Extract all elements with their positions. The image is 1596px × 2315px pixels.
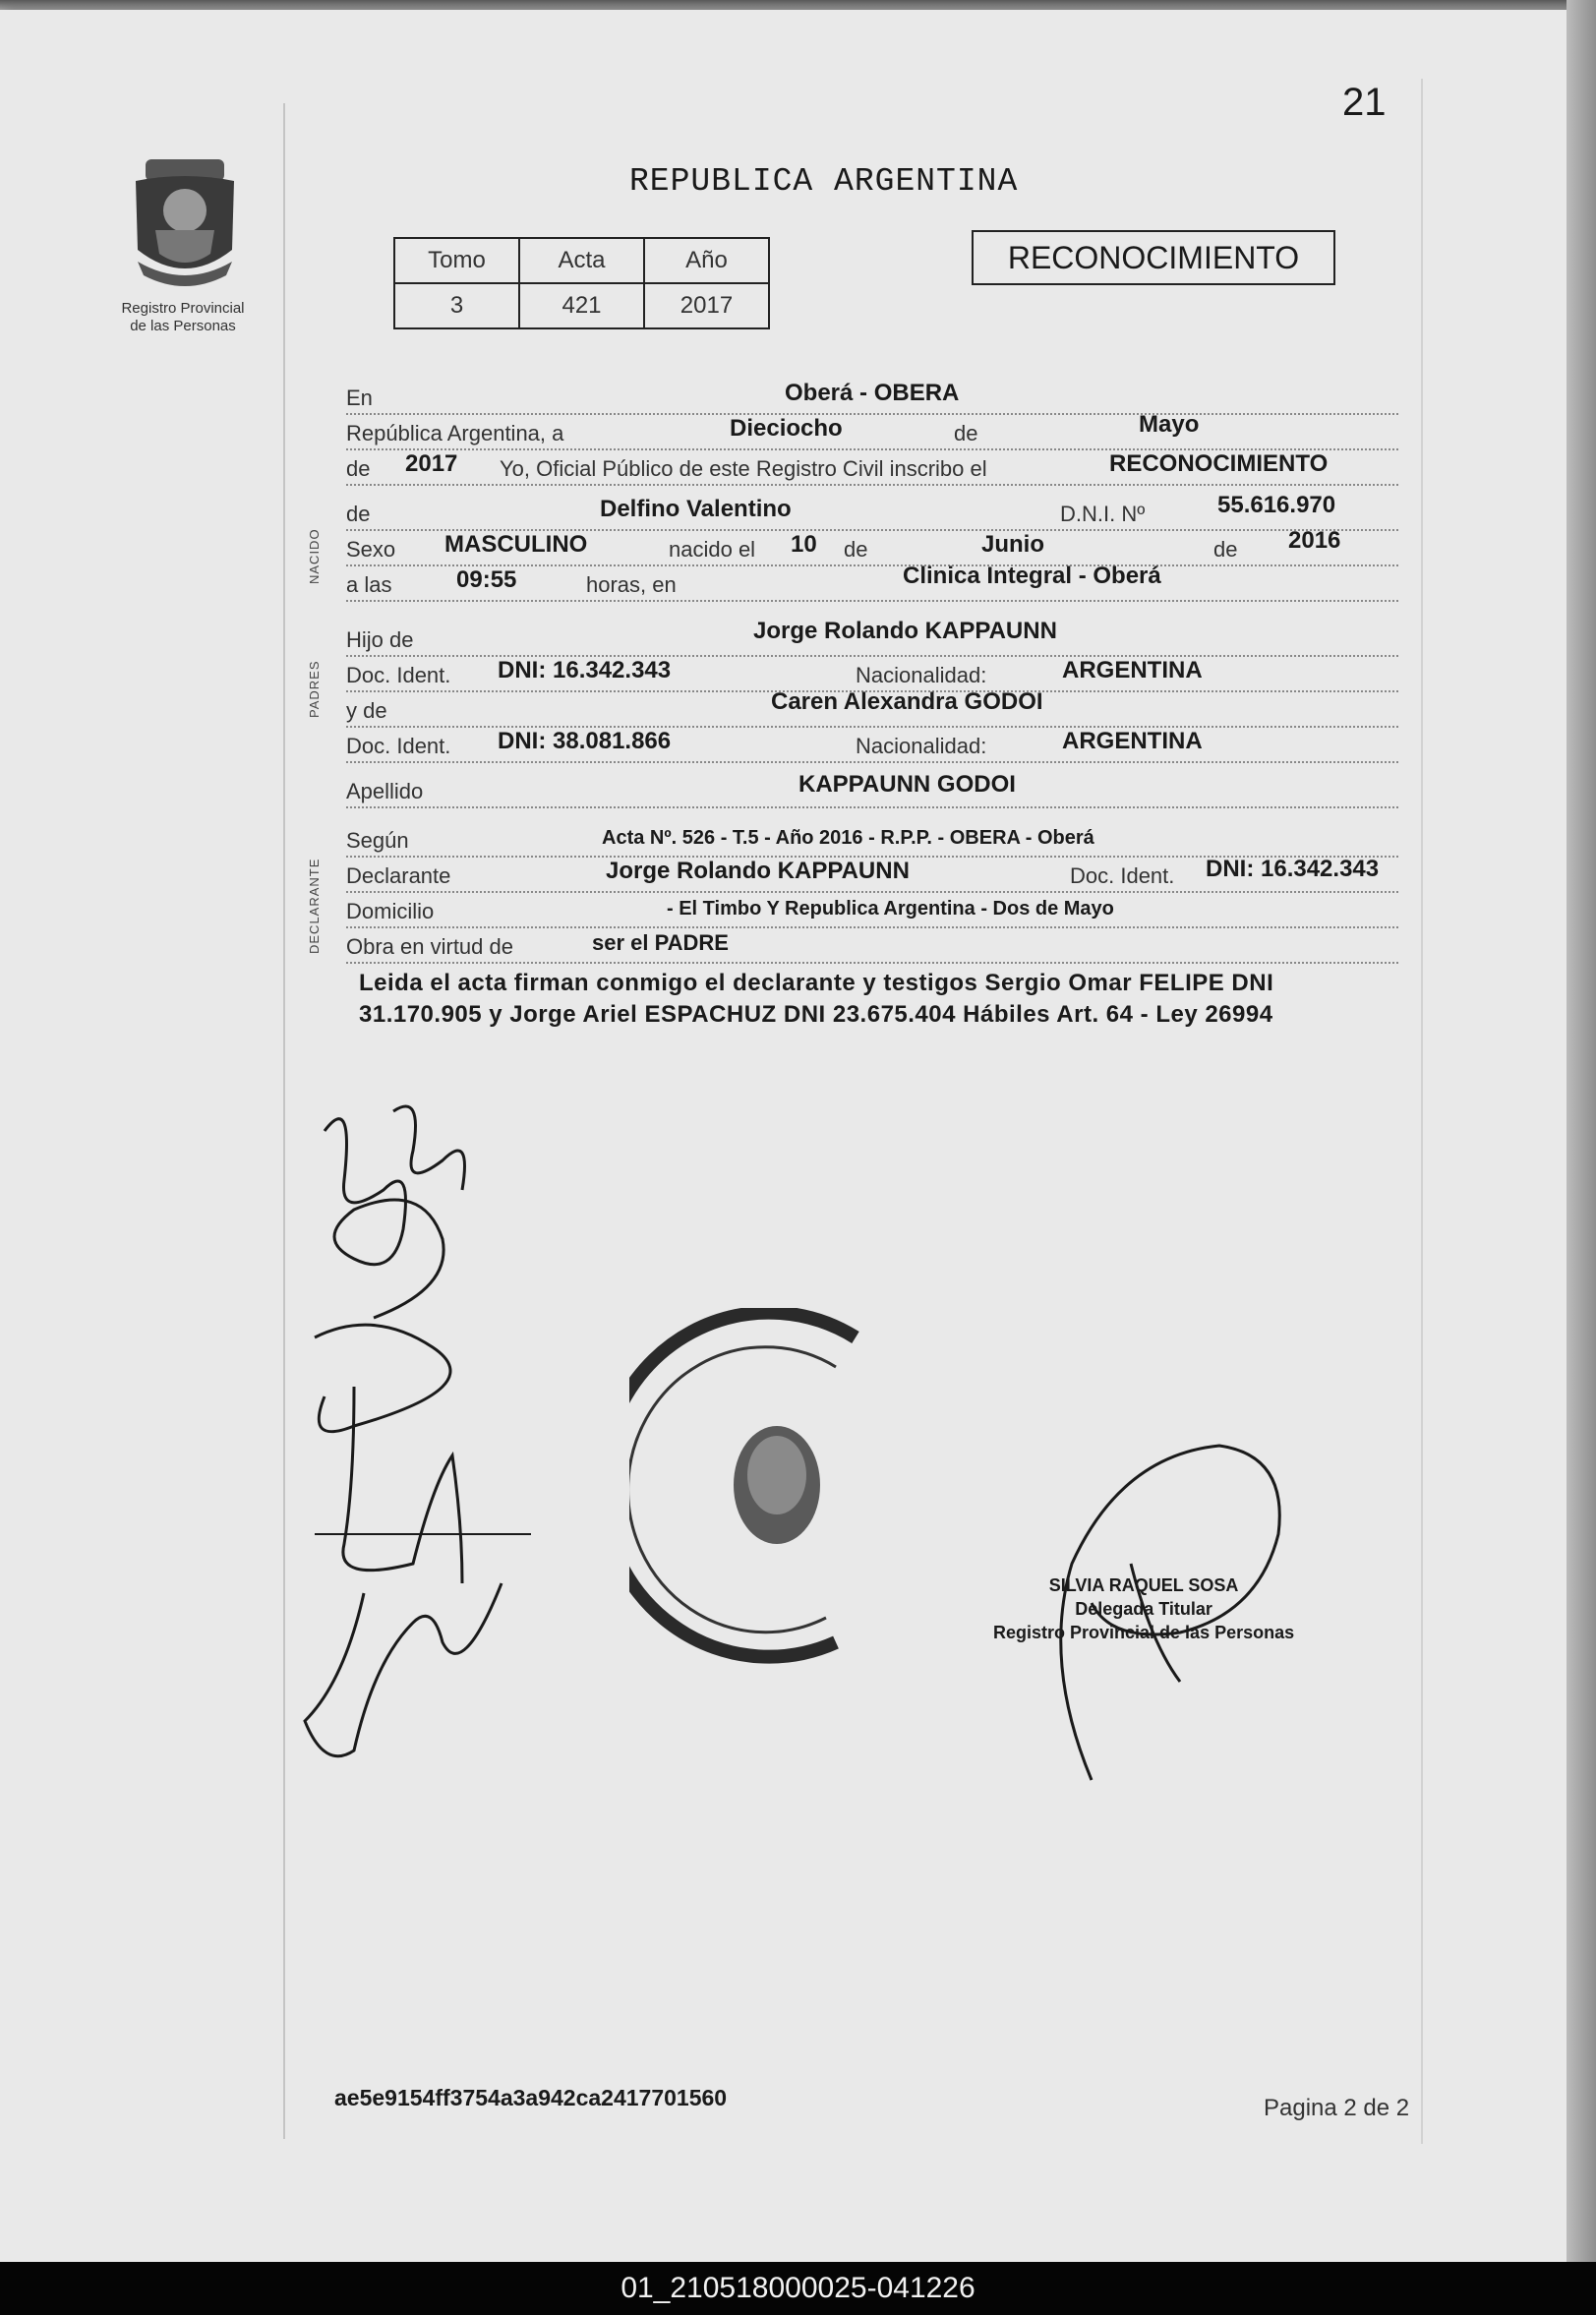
- row-name: [346, 494, 1398, 531]
- mother-nationality: ARGENTINA: [1062, 728, 1203, 754]
- document-hash: ae5e9154ff3754a3a942ca2417701560: [334, 2085, 728, 2110]
- nacionalidad-label-2: Nacionalidad:: [856, 734, 987, 758]
- horas-label: horas, en: [586, 572, 677, 597]
- row-mother: [346, 690, 1398, 728]
- tomo-header: Tomo: [394, 238, 519, 283]
- logo-caption-line2: de las Personas: [130, 318, 236, 334]
- row-year: [346, 448, 1398, 486]
- declarante-label: Declarante: [346, 863, 451, 888]
- mother-name: Caren Alexandra GODOI: [771, 688, 1043, 715]
- margin-line-right: [1421, 79, 1423, 2144]
- doc-label-2: Doc. Ident.: [346, 734, 451, 758]
- dni-label: D.N.I. Nº: [1060, 502, 1146, 526]
- nacionalidad-label-1: Nacionalidad:: [856, 663, 987, 687]
- side-label-padres: PADRES: [307, 660, 322, 718]
- logo-caption-line1: Registro Provincial: [121, 300, 245, 317]
- witness-signatures: [295, 1072, 551, 1780]
- page-number: 21: [1342, 81, 1387, 124]
- document-title: REPUBLICA ARGENTINA: [629, 163, 1019, 200]
- nacido-label: nacido el: [669, 537, 756, 562]
- row-obra: [346, 926, 1398, 964]
- father-name: Jorge Rolando KAPPAUNN: [753, 618, 1057, 644]
- anio-value: 2017: [644, 283, 769, 328]
- birth-day: 10: [791, 531, 817, 558]
- de-label: de: [954, 421, 978, 445]
- document-page: [0, 10, 1568, 2262]
- en-label: En: [346, 386, 373, 410]
- row-en: [346, 378, 1398, 415]
- official-round-stamp: [629, 1308, 905, 1672]
- birth-year: 2016: [1288, 527, 1341, 554]
- apellido-label: Apellido: [346, 779, 424, 803]
- father-doc: DNI: 16.342.343: [498, 657, 672, 683]
- birth-time: 09:55: [456, 566, 517, 593]
- page-edge-shadow: [1566, 0, 1596, 2262]
- acta-value: 421: [519, 283, 644, 328]
- anio-header: Año: [644, 238, 769, 283]
- officer-stamp-text: [993, 1573, 1294, 1644]
- doc-label-1: Doc. Ident.: [346, 663, 451, 687]
- row-hijo: [346, 620, 1398, 657]
- segun-value: Acta Nº. 526 - T.5 - Año 2016 - R.P.P. - OBERA - Oberá: [602, 827, 1094, 849]
- de-label-5: de: [1213, 537, 1238, 562]
- row-domicilio: [346, 891, 1398, 928]
- year-value: 2017: [405, 450, 458, 477]
- de-label-2: de: [346, 456, 371, 481]
- officer-office: Registro Provincial de las Personas: [993, 1623, 1295, 1642]
- sexo-value: MASCULINO: [444, 531, 588, 558]
- declarante-value: Jorge Rolando KAPPAUNN: [606, 858, 910, 884]
- row-time: [346, 564, 1398, 602]
- officer-name: SILVIA RAQUEL SOSA: [1048, 1575, 1239, 1595]
- dni-value: 55.616.970: [1217, 492, 1336, 518]
- segun-label: Según: [346, 828, 409, 853]
- name-value: Delfino Valentino: [600, 496, 792, 522]
- record-type-box: RECONOCIMIENTO: [972, 230, 1335, 285]
- officer-role: Delegada Titular: [1075, 1599, 1212, 1619]
- birth-month: Junio: [981, 531, 1044, 558]
- day-value: Dieciocho: [730, 415, 843, 442]
- row-apellido: [346, 771, 1398, 808]
- margin-line-left: [283, 103, 285, 2139]
- de-label-4: de: [844, 537, 868, 562]
- inscribo-value: RECONOCIMIENTO: [1109, 450, 1329, 477]
- domicilio-label: Domicilio: [346, 899, 435, 923]
- obra-label: Obra en virtud de: [346, 934, 513, 959]
- yde-label: y de: [346, 698, 387, 723]
- acta-header: Acta: [519, 238, 644, 283]
- de-label-3: de: [346, 502, 371, 526]
- hijo-label: Hijo de: [346, 627, 414, 652]
- row-segun: [346, 820, 1398, 858]
- side-label-nacido: NACIDO: [307, 528, 322, 584]
- oficial-text: Yo, Oficial Público de este Registro Civil inscribo el: [500, 456, 987, 481]
- republica-label: República Argentina, a: [346, 421, 564, 445]
- row-mother-doc: [346, 726, 1398, 763]
- tomo-value: 3: [394, 283, 519, 328]
- tomo-acta-table: [393, 237, 770, 329]
- logo-caption: [98, 300, 267, 335]
- doc-label-3: Doc. Ident.: [1070, 863, 1175, 888]
- row-father-doc: [346, 655, 1398, 692]
- closing-paragraph: Leida el acta firman conmigo el declarante y testigos Sergio Omar FELIPE DNI 31.170.905 y Jorge Ariel ESPACHUZ DNI 23.675.404 Hábiles Art. 64 - Ley 26994: [359, 970, 1274, 1028]
- apellido-value: KAPPAUNN GODOI: [798, 771, 1016, 798]
- birth-place: Clinica Integral - Oberá: [903, 563, 1161, 589]
- domicilio-value: - El Timbo Y Republica Argentina - Dos de Mayo: [667, 898, 1114, 920]
- mother-doc: DNI: 38.081.866: [498, 728, 672, 754]
- obra-value: ser el PADRE: [592, 930, 729, 955]
- row-sexo: [346, 529, 1398, 566]
- declarante-doc: DNI: 16.342.343: [1206, 856, 1380, 882]
- page-count: Pagina 2 de 2: [1264, 2095, 1410, 2121]
- father-nationality: ARGENTINA: [1062, 657, 1203, 683]
- side-label-declarante: DECLARANTE: [307, 858, 322, 954]
- row-declarante: [346, 856, 1398, 893]
- en-value: Oberá - OBERA: [785, 380, 960, 406]
- province-seal-logo: [116, 151, 254, 289]
- footer-id-bar: 01_210518000025-041226: [0, 2262, 1596, 2315]
- month-value: Mayo: [1139, 411, 1200, 438]
- sexo-label: Sexo: [346, 537, 396, 562]
- alas-label: a las: [346, 572, 392, 597]
- row-republica: [346, 413, 1398, 450]
